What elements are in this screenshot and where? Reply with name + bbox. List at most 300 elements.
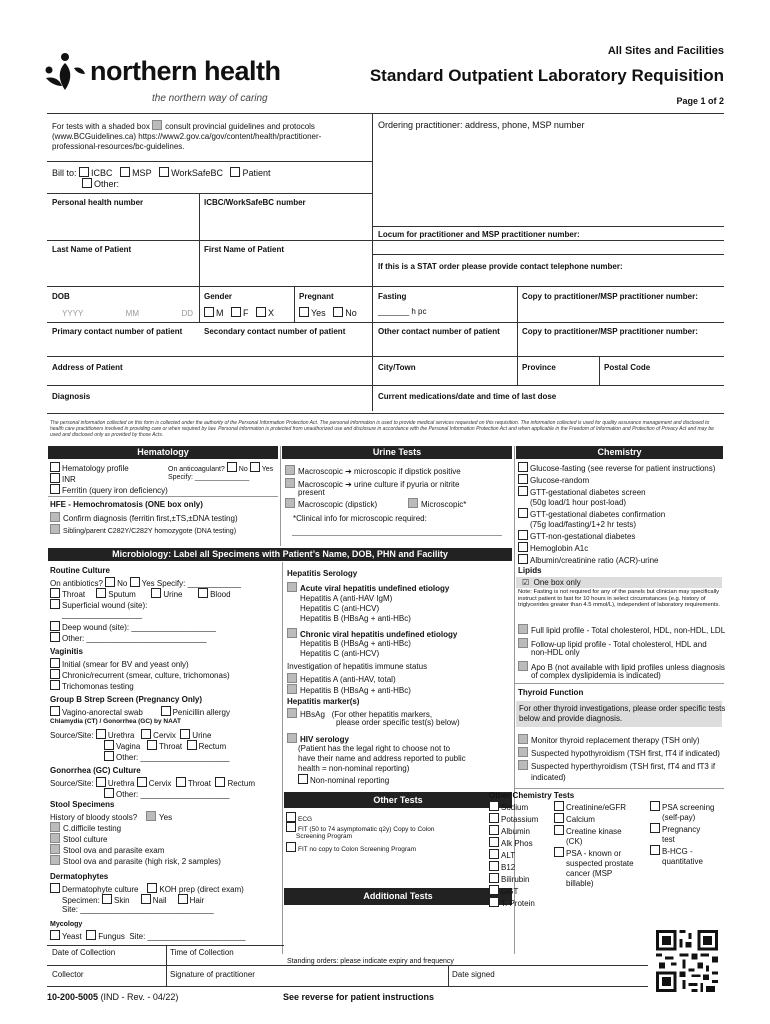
gc-cervix-label: Cervix bbox=[148, 779, 172, 788]
other-chem-item: B-HCG - bbox=[662, 847, 693, 856]
thyroid-note-2: below and provide diagnosis. bbox=[519, 714, 623, 723]
inr-label: INR bbox=[62, 475, 76, 484]
other-chem-item: Pregnancy bbox=[662, 825, 701, 834]
superficial-wound-line[interactable]: __________________ bbox=[62, 610, 143, 619]
ggt-checkbox[interactable] bbox=[489, 885, 499, 895]
chronic-hep-b: Hepatitis B (HBsAg + anti-HBc) bbox=[300, 639, 411, 648]
antibiotics-specify[interactable]: Specify: ____________ bbox=[156, 579, 241, 588]
hematology-profile-label: Hematology profile bbox=[62, 464, 129, 473]
ct-cervix-checkbox[interactable] bbox=[141, 729, 151, 739]
thyroid-note-banner bbox=[516, 701, 726, 727]
non-nominal-label: Non-nominal reporting bbox=[310, 776, 390, 785]
last-name-label: Last Name of Patient bbox=[52, 245, 132, 254]
throat-checkbox[interactable] bbox=[50, 588, 60, 598]
thyroid-monitor-label: Monitor thyroid replacement therapy (TSH only) bbox=[531, 736, 700, 745]
chlamydia-label: Chlamydia (CT) / Gonorrhea (GC) by NAAT bbox=[50, 718, 181, 725]
chronic-hep-label: Chronic viral hepatitis undefined etiology bbox=[300, 630, 458, 639]
pregnancy-test-checkbox[interactable] bbox=[650, 823, 660, 833]
gc-urethra-label: Urethra bbox=[107, 779, 135, 788]
logo-mark-icon bbox=[44, 52, 86, 94]
fungus-label: Fungus bbox=[98, 932, 125, 941]
urine-microscopic-checkbox[interactable] bbox=[408, 498, 418, 508]
form-revision: (IND - Rev. - 04/22) bbox=[100, 992, 179, 1002]
date-signed-label: Date signed bbox=[452, 970, 495, 979]
antibiotics-no-checkbox[interactable] bbox=[105, 577, 115, 587]
standing-orders-label: Standing orders: please indicate expiry and frequency bbox=[287, 958, 454, 965]
other-chem-item: T. Protein bbox=[501, 899, 535, 908]
calcium-checkbox[interactable] bbox=[554, 813, 564, 823]
psa-screening-checkbox[interactable] bbox=[650, 801, 660, 811]
dob-dd[interactable]: DD bbox=[181, 309, 194, 318]
logo-tagline: the northern way of caring bbox=[152, 93, 268, 104]
lipids-label: Lipids bbox=[518, 566, 542, 575]
other-chem-item: Creatine kinase bbox=[566, 827, 622, 836]
b12-checkbox[interactable] bbox=[489, 861, 499, 871]
bloody-yes-checkbox[interactable] bbox=[146, 811, 156, 821]
locum-label: Locum for practitioner and MSP practitioner number: bbox=[378, 230, 580, 239]
province-label: Province bbox=[522, 363, 556, 372]
gender-f-label: F bbox=[243, 308, 249, 318]
bloody-stools-label: History of bloody stools? bbox=[50, 813, 138, 822]
urine-microscopic-label: Microscopic* bbox=[421, 500, 467, 509]
hfe-sibling-checkbox[interactable] bbox=[50, 524, 60, 534]
antibiotics-label: On antibiotics? bbox=[50, 579, 103, 588]
apob-checkbox[interactable] bbox=[518, 661, 528, 671]
other-chem-item: quantitative bbox=[662, 857, 703, 866]
fit-copy-checkbox[interactable] bbox=[286, 822, 296, 832]
vaginitis-initial-checkbox[interactable] bbox=[50, 658, 60, 668]
chem-glucose-fasting-checkbox[interactable] bbox=[518, 462, 528, 472]
other-chem-item: ALT bbox=[501, 851, 516, 860]
derm-culture-checkbox[interactable] bbox=[50, 883, 60, 893]
ct-other-label: Other: ____________________ bbox=[116, 753, 230, 762]
hfe-label: HFE - Hemochromatosis (ONE box only) bbox=[50, 500, 203, 509]
ecg-checkbox[interactable] bbox=[286, 812, 296, 822]
chem-item: GTT-gestational diabetes confirmation bbox=[530, 510, 666, 519]
mycology-site[interactable]: Site: ______________________ bbox=[129, 932, 246, 941]
ct-cervix-label: Cervix bbox=[153, 731, 176, 740]
non-nominal-checkbox[interactable] bbox=[298, 774, 308, 784]
koh-prep-checkbox[interactable] bbox=[147, 883, 157, 893]
pregnant-yes-label: Yes bbox=[311, 308, 326, 318]
stool-op-label: Stool ova and parasite exam bbox=[63, 846, 165, 855]
bilirubin-checkbox[interactable] bbox=[489, 873, 499, 883]
microbiology-header: Microbiology: Label all Specimens with Patient’s Name, DOB, PHN and Facility bbox=[48, 548, 512, 561]
micro-other-label: Other: ___________________________ bbox=[62, 634, 207, 643]
hbsag-checkbox[interactable] bbox=[287, 708, 297, 718]
gc-culture-label: Gonorrhea (GC) Culture bbox=[50, 766, 141, 775]
ct-throat-label: Throat bbox=[159, 742, 183, 751]
ct-urine-label: Urine bbox=[192, 731, 212, 740]
routine-culture-label: Routine Culture bbox=[50, 566, 110, 575]
blood-checkbox[interactable] bbox=[198, 588, 208, 598]
hbsag-note: (For other hepatitis markers, bbox=[331, 710, 433, 719]
bill-patient-label: Patient bbox=[242, 168, 271, 178]
urine-clinical-info: *Clinical info for microscopic required: bbox=[293, 514, 427, 523]
potassium-checkbox[interactable] bbox=[489, 813, 499, 823]
ecg-label: ECG bbox=[298, 816, 313, 823]
anticoag-yes-checkbox[interactable] bbox=[250, 462, 260, 472]
gender-m-checkbox[interactable] bbox=[204, 307, 214, 317]
vaginitis-initial-label: Initial (smear for BV and yeast only) bbox=[62, 660, 189, 669]
sputum-checkbox[interactable] bbox=[96, 588, 106, 598]
hyperthyroid-checkbox[interactable] bbox=[518, 760, 528, 770]
immune-status-label: Investigation of hepatitis immune status bbox=[287, 662, 428, 671]
form-number: 10-200-5005 bbox=[47, 992, 99, 1002]
other-chem-item: Calcium bbox=[566, 815, 595, 824]
bhcg-checkbox[interactable] bbox=[650, 845, 660, 855]
diagnosis-label: Diagnosis bbox=[52, 392, 91, 401]
vaginitis-chronic-label: Chronic/recurrent (smear, culture, trichomonas) bbox=[62, 671, 230, 680]
acute-hep-label: Acute viral hepatitis undefined etiology bbox=[300, 584, 450, 593]
micro-other-checkbox[interactable] bbox=[50, 632, 60, 642]
page-title: Standard Outpatient Laboratory Requisition bbox=[369, 66, 724, 85]
gender-x-checkbox[interactable] bbox=[256, 307, 266, 317]
secondary-contact-label: Secondary contact number of patient bbox=[204, 327, 346, 336]
hfe-sibling-label: Sibling/parent C282Y/C282Y homozygote (DNA testing) bbox=[63, 528, 237, 535]
logo-wordmark: northern health bbox=[90, 56, 281, 86]
hair-label: Hair bbox=[189, 896, 205, 905]
shaded-note-a: For tests with a shaded box bbox=[52, 122, 150, 131]
chem-item: GTT-non-gestational diabetes bbox=[530, 532, 636, 541]
gender-m-label: M bbox=[216, 308, 224, 318]
antibiotics-yes-checkbox[interactable] bbox=[130, 577, 140, 587]
other-chemistry-label: Other Chemistry Tests bbox=[489, 791, 575, 800]
followup-lipid-checkbox[interactable] bbox=[518, 638, 528, 648]
other-contact-label: Other contact number of patient bbox=[378, 327, 500, 336]
psa-known-checkbox[interactable] bbox=[554, 847, 564, 857]
yeast-checkbox[interactable] bbox=[50, 930, 60, 940]
gc-urethra-checkbox[interactable] bbox=[96, 777, 106, 787]
ct-vagina-checkbox[interactable] bbox=[104, 740, 114, 750]
fit-no-copy-label: FIT no copy to Colon Screening Program bbox=[298, 846, 417, 853]
hfe-confirm-label: Confirm diagnosis (ferritin first,±TS,±DNA testing) bbox=[63, 514, 238, 523]
superficial-wound-checkbox[interactable] bbox=[50, 599, 60, 609]
hypothyroid-checkbox[interactable] bbox=[518, 747, 528, 757]
lipids-one-box-banner bbox=[516, 577, 722, 588]
privacy-notice: The personal information collected on this form is collected under the authority of the Personal Information Protection Act. The personal information is used to provide medical services requested on this requisition. The information collected is used for quality assurance management and disclosed to health care practitioners involved in providing care or when required by law. Personal information is protected from unauthorized use and disclosure in accordance with the Personal Information Protection Act and when applicable in the Freedom of Information and Protection of Privacy Act and may be used and disclosed only as provided by those Acts. bbox=[50, 420, 714, 438]
immune-hep-a-label: Hepatitis A (anti-HAV, total) bbox=[300, 675, 396, 684]
deep-wound-label: Deep wound (site): ___________________ bbox=[62, 623, 216, 632]
dermatophytes-label: Dermatophytes bbox=[50, 872, 109, 881]
ct-rectum-label: Rectum bbox=[198, 742, 227, 751]
hiv-checkbox[interactable] bbox=[287, 733, 297, 743]
fit-copy-label-2: Screening Program bbox=[296, 833, 352, 840]
gbs-swab-label: Vagino-anorectal swab bbox=[62, 708, 143, 717]
followup-lipid-label-2: non-HDL only bbox=[531, 648, 580, 657]
pregnant-no-checkbox[interactable] bbox=[333, 307, 343, 317]
chem-item: Hemoglobin A1c bbox=[530, 544, 589, 553]
ct-throat-checkbox[interactable] bbox=[147, 740, 157, 750]
specimen-label: Specimen: bbox=[62, 896, 100, 905]
acute-hep-c: Hepatitis C (anti-HCV) bbox=[300, 604, 380, 613]
penicillin-allergy-label: Penicillin allergy bbox=[172, 708, 230, 717]
anticoag-yes-label: Yes bbox=[261, 466, 274, 473]
hiv-note-2: have their name and address reported to public bbox=[298, 754, 466, 763]
bill-icbc-label: ICBC bbox=[91, 168, 113, 178]
lipids-note: Note: Fasting is not required for any of the panels but clinician may specifically instruct patient to fast for 10 hours in select circumstances (e.g. history of triglycerides greater than 4.5 mmol/L), independent of laboratory requirements. bbox=[518, 589, 721, 609]
shaded-note-d: professional-resources/bc-guidelines. bbox=[52, 142, 185, 151]
alt-checkbox[interactable] bbox=[489, 849, 499, 859]
urine-macro-culture-label: Macroscopic ➔ urine culture if pyuria or nitrite bbox=[298, 480, 460, 489]
gc-other-checkbox[interactable] bbox=[104, 788, 114, 798]
hbsag-note-2: please order specific test(s) below) bbox=[336, 718, 460, 727]
bill-wsbc-checkbox[interactable] bbox=[159, 167, 169, 177]
hepatitis-serology-label: Hepatitis Serology bbox=[287, 569, 358, 578]
chem-gtt-non-gest-checkbox[interactable] bbox=[518, 530, 528, 540]
alk-phos-checkbox[interactable] bbox=[489, 837, 499, 847]
primary-contact-label: Primary contact number of patient bbox=[52, 327, 183, 336]
other-chem-item: Albumin bbox=[501, 827, 530, 836]
chem-acr-checkbox[interactable] bbox=[518, 554, 528, 564]
bill-icbc-checkbox[interactable] bbox=[79, 167, 89, 177]
ct-source-label: Source/Site: bbox=[50, 731, 94, 740]
shaded-note-b: consult provincial guidelines and protocols bbox=[165, 122, 315, 131]
fasting-label: Fasting bbox=[378, 292, 407, 301]
ct-vagina-label: Vagina bbox=[116, 742, 141, 751]
creatinine-checkbox[interactable] bbox=[554, 801, 564, 811]
gc-rectum-label: Rectum bbox=[227, 779, 255, 788]
logo bbox=[44, 52, 284, 102]
apob-label: Apo B (not available with lipid profiles unless diagnosis bbox=[531, 663, 725, 672]
fungus-checkbox[interactable] bbox=[86, 930, 96, 940]
other-tests-header: Other Tests bbox=[284, 792, 512, 808]
time-of-collection-label: Time of Collection bbox=[170, 948, 234, 957]
other-chem-item: billable) bbox=[566, 879, 594, 888]
thyroid-monitor-checkbox[interactable] bbox=[518, 734, 528, 744]
followup-lipid-label: Follow-up lipid profile - Total cholesterol, HDL and bbox=[531, 640, 707, 649]
first-name-label: First Name of Patient bbox=[204, 245, 285, 254]
superficial-wound-label: Superficial wound (site): bbox=[62, 601, 148, 610]
pregnant-yes-checkbox[interactable] bbox=[299, 307, 309, 317]
anticoag-label: On anticoagulant? bbox=[168, 466, 225, 473]
gc-cervix-checkbox[interactable] bbox=[137, 777, 147, 787]
gc-throat-checkbox[interactable] bbox=[176, 777, 186, 787]
urine-dipstick-label: Macroscopic (dipstick) bbox=[298, 500, 378, 509]
yeast-label: Yeast bbox=[62, 932, 82, 941]
trichomonas-checkbox[interactable] bbox=[50, 680, 60, 690]
lipids-one-box-checkbox-icon: ☑ bbox=[522, 578, 530, 587]
hiv-label: HIV serology bbox=[300, 735, 349, 744]
dob-mm[interactable]: MM bbox=[125, 309, 139, 318]
additional-tests-header: Additional Tests bbox=[284, 888, 512, 905]
other-chem-item: PSA - known or bbox=[566, 849, 622, 858]
gc-source-label: Source/Site: bbox=[50, 779, 94, 788]
gender-x-label: X bbox=[268, 308, 275, 318]
t-protein-checkbox[interactable] bbox=[489, 897, 499, 907]
gender-f-checkbox[interactable] bbox=[231, 307, 241, 317]
other-chem-item: cancer (MSP bbox=[566, 869, 613, 878]
phn-label: Personal health number bbox=[52, 198, 144, 207]
acute-hep-b: Hepatitis B (HBsAg + anti-HBc) bbox=[300, 614, 411, 623]
acute-hep-checkbox[interactable] bbox=[287, 582, 297, 592]
penicillin-allergy-checkbox[interactable] bbox=[161, 706, 171, 716]
ct-other-checkbox[interactable] bbox=[104, 751, 114, 761]
dob-label: DOB bbox=[52, 292, 70, 301]
urine-macro-micro-checkbox[interactable] bbox=[285, 465, 295, 475]
anticoag-no-checkbox[interactable] bbox=[227, 462, 237, 472]
qr-code-icon bbox=[656, 930, 718, 992]
ferritin-label: Ferritin (query iron deficiency) bbox=[62, 486, 168, 495]
antibiotics-yes-label: Yes bbox=[141, 579, 155, 588]
signature-label: Signature of practitioner bbox=[170, 970, 255, 979]
gender-label: Gender bbox=[204, 292, 233, 301]
mycology-label: Mycology bbox=[50, 921, 83, 928]
other-chem-item: B12 bbox=[501, 863, 516, 872]
chem-item: Glucose-fasting (see reverse for patient instructions) bbox=[530, 464, 716, 473]
ordering-practitioner: Ordering practitioner: address, phone, MSP number bbox=[378, 120, 585, 130]
chem-item: (50g load/1 hour post-load) bbox=[530, 498, 627, 507]
immune-hep-a-checkbox[interactable] bbox=[287, 673, 297, 683]
ct-urethra-label: Urethra bbox=[107, 731, 135, 740]
bill-other-checkbox[interactable] bbox=[82, 178, 92, 188]
gc-other-label: Other: ____________________ bbox=[116, 790, 230, 799]
chem-item: (75g load/fasting/1+2 hr tests) bbox=[530, 520, 637, 529]
date-of-collection-label: Date of Collection bbox=[52, 948, 116, 957]
lipids-one-box-label: One box only bbox=[533, 578, 581, 587]
deep-wound-checkbox[interactable] bbox=[50, 621, 60, 631]
bill-patient-checkbox[interactable] bbox=[230, 167, 240, 177]
ct-rectum-checkbox[interactable] bbox=[187, 740, 197, 750]
hematology-profile-checkbox[interactable] bbox=[50, 462, 60, 472]
dob-yyyy[interactable]: YYYY bbox=[62, 309, 84, 318]
icbc-number-label: ICBC/WorkSafeBC number bbox=[204, 198, 306, 207]
thyroid-label: Thyroid Function bbox=[518, 688, 584, 697]
sites-label: All Sites and Facilities bbox=[607, 45, 724, 57]
hbsag-label: HBsAg bbox=[300, 710, 325, 719]
bill-to-label: Bill to: bbox=[52, 168, 77, 178]
urine-culture-checkbox[interactable] bbox=[151, 588, 161, 598]
urine-dipstick-checkbox[interactable] bbox=[285, 498, 295, 508]
gc-throat-label: Throat bbox=[187, 779, 211, 788]
copy-to-2-label: Copy to practitioner/MSP practitioner number: bbox=[522, 327, 698, 336]
chemistry-header: Chemistry bbox=[516, 446, 723, 459]
thyroid-note-1: For other thyroid investigations, please order specific tests bbox=[519, 704, 726, 713]
other-chem-item: GGT bbox=[501, 887, 519, 896]
koh-prep-label: KOH prep (direct exam) bbox=[159, 885, 244, 894]
hair-checkbox[interactable] bbox=[178, 894, 188, 904]
hematology-header: Hematology bbox=[48, 446, 278, 459]
other-chem-item: Bilirubin bbox=[501, 875, 530, 884]
hyperthyroid-label: Suspected hyperthyroidism (TSH first, fT4 and fT3 if bbox=[531, 762, 716, 771]
hep-markers-label: Hepatitis marker(s) bbox=[287, 697, 360, 706]
chem-item: GTT-gestational diabetes screen bbox=[530, 488, 646, 497]
hfe-confirm-checkbox[interactable] bbox=[50, 512, 60, 522]
derm-culture-label: Dermatophyte culture bbox=[62, 885, 139, 894]
vaginitis-label: Vaginitis bbox=[50, 647, 83, 656]
chemistry-list bbox=[518, 462, 723, 566]
full-lipid-label: Full lipid profile - Total cholesterol, HDL, non-HDL, LDL bbox=[531, 626, 726, 635]
collector-label: Collector bbox=[52, 970, 84, 979]
bill-msp-checkbox[interactable] bbox=[120, 167, 130, 177]
bloody-yes-label: Yes bbox=[159, 813, 173, 822]
bill-other-label: Other: bbox=[94, 179, 120, 189]
other-chem-item: Alk Phos bbox=[501, 839, 533, 848]
shaded-note-c: (www.BCGuidelines.ca) https://www2.gov.ca/gov/content/health/practitioner- bbox=[52, 132, 322, 141]
hiv-note-3: health = non-nominal reporting) bbox=[298, 764, 410, 773]
stool-label: Stool Specimens bbox=[50, 800, 115, 809]
stool-op-checkbox[interactable] bbox=[50, 844, 60, 854]
fit-no-copy-checkbox[interactable] bbox=[286, 842, 296, 852]
chronic-hep-checkbox[interactable] bbox=[287, 628, 297, 638]
postal-code-label: Postal Code bbox=[604, 363, 651, 372]
chem-a1c-checkbox[interactable] bbox=[518, 542, 528, 552]
stool-op-high-risk-checkbox[interactable] bbox=[50, 855, 60, 865]
hyperthyroid-label-2: indicated) bbox=[531, 773, 566, 782]
ct-urine-checkbox[interactable] bbox=[180, 729, 190, 739]
other-chem-item: (CK) bbox=[566, 837, 583, 846]
bill-wsbc-label: WorkSafeBC bbox=[171, 168, 223, 178]
chem-gtt-confirm-checkbox[interactable] bbox=[518, 508, 528, 518]
acute-hep-a: Hepatitis A (anti-HAV IgM) bbox=[300, 594, 393, 603]
sputum-label: Sputum bbox=[108, 590, 136, 599]
skin-label: Skin bbox=[114, 896, 130, 905]
other-chem-item: Creatinine/eGFR bbox=[566, 803, 627, 812]
stool-culture-label: Stool culture bbox=[63, 835, 108, 844]
chem-glucose-random-checkbox[interactable] bbox=[518, 474, 528, 484]
stool-op-high-risk-label: Stool ova and parasite (high risk, 2 samples) bbox=[63, 857, 221, 866]
trichomonas-label: Trichomonas testing bbox=[62, 682, 134, 691]
sodium-checkbox[interactable] bbox=[489, 801, 499, 811]
nail-checkbox[interactable] bbox=[141, 894, 151, 904]
ck-checkbox[interactable] bbox=[554, 825, 564, 835]
other-chem-item: Sodium bbox=[501, 803, 529, 812]
address-label: Address of Patient bbox=[52, 363, 123, 372]
cdiff-label: C.difficile testing bbox=[63, 824, 122, 833]
ct-urethra-checkbox[interactable] bbox=[96, 729, 106, 739]
apob-label-2: of complex dyslipidemia is indicated) bbox=[531, 671, 661, 680]
immune-hep-b-checkbox[interactable] bbox=[287, 684, 297, 694]
other-chem-item: (self-pay) bbox=[662, 813, 696, 822]
medications-label: Current medications/date and time of last dose bbox=[378, 392, 557, 401]
albumin-checkbox[interactable] bbox=[489, 825, 499, 835]
nail-label: Nail bbox=[152, 896, 167, 905]
urine-culture-label: Urine bbox=[163, 590, 183, 599]
chronic-hep-c: Hepatitis C (anti-HCV) bbox=[300, 649, 380, 658]
derm-site[interactable]: Site: ______________________________ bbox=[62, 905, 214, 914]
chem-gtt-screen-checkbox[interactable] bbox=[518, 486, 528, 496]
vaginitis-chronic-checkbox[interactable] bbox=[50, 669, 60, 679]
urine-macro-micro-label: Macroscopic ➔ microscopic if dipstick positive bbox=[298, 467, 461, 476]
gbs-label: Group B Strep Screen (Pregnancy Only) bbox=[50, 695, 203, 704]
urine-macro-culture-checkbox[interactable] bbox=[285, 478, 295, 488]
stat-label: If this is a STAT order please provide contact telephone number: bbox=[378, 262, 623, 271]
anticoag-specify[interactable]: Specify: ______________ bbox=[168, 474, 250, 481]
ferritin-checkbox[interactable] bbox=[50, 484, 60, 494]
fasting-hours[interactable]: _______ h pc bbox=[378, 307, 427, 316]
other-chem-item: test bbox=[662, 835, 675, 844]
full-lipid-checkbox[interactable] bbox=[518, 624, 528, 634]
urine-header: Urine Tests bbox=[282, 446, 512, 459]
gbs-swab-checkbox[interactable] bbox=[50, 706, 60, 716]
bill-msp-label: MSP bbox=[132, 168, 152, 178]
other-chem-item: Potassium bbox=[501, 815, 539, 824]
inr-checkbox[interactable] bbox=[50, 473, 60, 483]
skin-checkbox[interactable] bbox=[102, 894, 112, 904]
shaded-box-icon bbox=[152, 120, 162, 130]
urine-macro-culture-label-2: present bbox=[298, 488, 325, 497]
city-label: City/Town bbox=[378, 363, 416, 372]
other-chem-item: PSA screening bbox=[662, 803, 715, 812]
immune-hep-b-label: Hepatitis B (HBsAg + anti-HBc) bbox=[300, 686, 411, 695]
blood-label: Blood bbox=[210, 590, 231, 599]
pregnant-label: Pregnant bbox=[299, 292, 334, 301]
gc-rectum-checkbox[interactable] bbox=[215, 777, 225, 787]
fit-copy-label: FIT (50 to 74 asymptomatic q2y) Copy to Colon bbox=[298, 826, 435, 833]
reverse-instructions: See reverse for patient instructions bbox=[283, 992, 435, 1002]
cdiff-checkbox[interactable] bbox=[50, 822, 60, 832]
stool-culture-checkbox[interactable] bbox=[50, 833, 60, 843]
